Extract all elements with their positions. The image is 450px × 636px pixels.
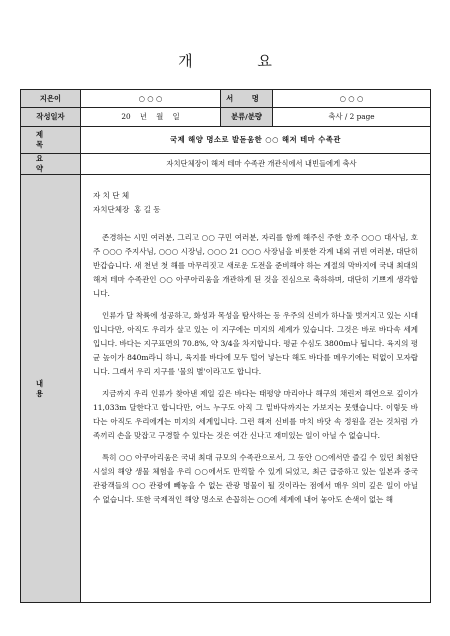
summary-row [21, 154, 431, 175]
book-title-label: 서 명 [221, 90, 273, 108]
subject-row [21, 127, 431, 154]
author-label: 지은이 [21, 90, 81, 108]
organization-heading: 자 치 단 체 [93, 191, 130, 200]
date-label: 작성일자 [21, 108, 81, 127]
summary-value: 자치단체장이 해저 테마 수족관 개관식에서 내빈들에게 축사 [81, 154, 431, 175]
subject-label: 제 목 [21, 127, 81, 154]
author-row [21, 90, 431, 108]
overview-form-table [20, 89, 431, 603]
content-row [21, 175, 431, 603]
date-value: 20 년 월 일 [81, 108, 221, 127]
category-label: 분류/분량 [221, 108, 273, 127]
content-body [81, 175, 431, 603]
paragraph-2: 인류가 달 착륙에 성공하고, 화성과 목성을 탐사하는 등 우주의 신비가 하나둘 벗겨지고 있는 시대입니다만, 아직도 우리가 살고 있는 이 지구에는 미지의 세계가 있습니다. 그것은 바로 바다속 세계입니다. 바다는 지구표면의 70.8%, 약 3/4을 차지합니다. 평균 수심도 3800m나 됩니다. 육지의 평균 높이가 840m라니 하니, 육지를 바다에 모두 털어 넣는다 해도 바다를 메우기에는 턱없이 모자랍니다. 그래서 우리 지구를 '물의 별'이라고도 합니다. [93, 311, 418, 376]
paragraph-3: 지금까지 우리 인류가 찾아낸 제일 깊은 바다는 태평양 마리아나 해구의 채린저 해연으로 깊이가 11,033m 달한다고 합니다만, 어느 누구도 아직 그 밑바닥까지는 가보지는 못했습니다. 이렇듯 바다는 아직도 우리에게는 미지의 세계입니다. 그런 해저 신비를 마치 바닷 속 정원을 걷는 것처럼 가족끼리 손을 맞잡고 구경할 수 있다는 것은 여간 신나고 재미있는 일이 아닐 수 없습니다. [93, 389, 418, 440]
author-value: ○ ○ ○ [81, 90, 221, 108]
book-title-value: ○ ○ ○ [273, 90, 431, 108]
page-title: 개 요 [178, 52, 302, 70]
subject-value: 국제 해양 명소로 발돋움한 ○○ 해저 테마 수족관 [81, 127, 431, 154]
date-row [21, 108, 431, 127]
speaker-heading: 자치단체장 홍 길 동 [93, 205, 161, 214]
content-label: 내 용 [21, 175, 81, 603]
paragraph-4: 특히 ○○ 아쿠아리움은 국내 최대 규모의 수족관으로서, 그 동안 ○○에서만 즐길 수 있던 최첨단 시설의 해양 생물 체험을 우리 ○○에서도 만끽할 수 있게 되었고, 최근 급증하고 있는 일본과 중국 관광객들의 ○○ 관광에 빼놓을 수 없는 관광 명물이 될 것이라는 점에서 매우 의미 깊은 일이 아닐 수 없습니다. 또한 국제적인 해양 명소로 손꼽히는 ○○에 세계에 내어 놓아도 손색이 없는 해 [93, 453, 418, 504]
paragraph-1: 존경하는 시민 여러분, 그리고 ○○ 구민 여러분, 자리를 함께 해주신 주한 호주 ○○○ 대사님, 호주 ○○○ 주지사님, ○○○ 시장님, ○○○ 21 ○○○ 사장님을 비롯한 각계 내외 귀빈 여러분, 대단히 반갑습니다. 새 천년 첫 해를 마무리짓고 새로운 도전을 준비해야 하는 계절의 막바지에 국내 최대의 해저 테마 수족관인 ○○ 아쿠아리움을 개관하게 된 것을 진심으로 축하하며, 대단히 기쁘게 생각합니다. [93, 233, 418, 298]
category-value: 축사 / 2 page [273, 108, 431, 127]
summary-label: 요 약 [21, 154, 81, 175]
